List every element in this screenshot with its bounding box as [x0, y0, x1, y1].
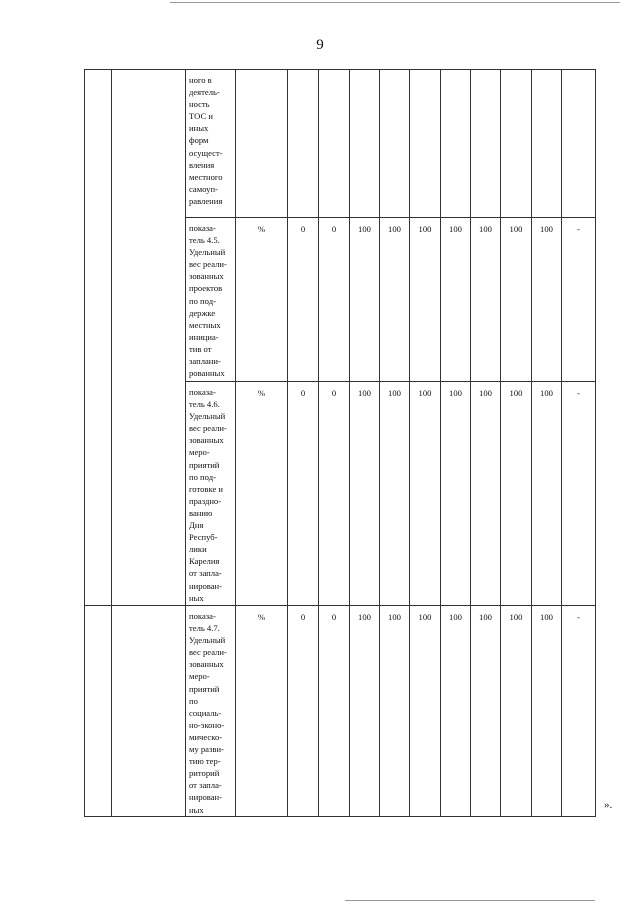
- cell-value: 100: [532, 382, 562, 606]
- description-line: социаль-: [189, 707, 222, 718]
- cell-value: -: [562, 606, 596, 817]
- description-line: нирован-: [189, 580, 223, 591]
- cell-value: 100: [380, 218, 410, 382]
- description-line: тель 4.7.: [189, 623, 220, 634]
- description-line: Удельный: [189, 247, 226, 258]
- cell-value: [380, 70, 410, 218]
- description-line: зованных: [189, 435, 224, 446]
- description-line: тель 4.5.: [189, 235, 220, 246]
- cell-value: 100: [441, 382, 471, 606]
- description-line: вес реали-: [189, 423, 227, 434]
- cell-value: 100: [532, 606, 562, 817]
- cell-value: [441, 70, 471, 218]
- indicators-table: [84, 69, 596, 817]
- description-line: заплани-: [189, 356, 221, 367]
- description-line: по под-: [189, 295, 216, 306]
- description-line: приятий: [189, 459, 220, 470]
- cell-value: 100: [501, 218, 532, 382]
- description-line: Удельный: [189, 411, 226, 422]
- cell-value: 0: [288, 382, 319, 606]
- cell-value: [532, 70, 562, 218]
- description-line: по: [189, 695, 198, 706]
- cell-value: 0: [319, 606, 350, 817]
- cell-value: [350, 70, 380, 218]
- cell-value: 100: [441, 606, 471, 817]
- description-line: ТОС и: [189, 111, 213, 122]
- description-line: форм: [189, 135, 209, 146]
- description-line: но-эконо-: [189, 719, 225, 730]
- description-line: Дня: [189, 520, 204, 531]
- description-line: Респуб-: [189, 532, 218, 543]
- cell-value: 100: [410, 382, 441, 606]
- description-line: держке: [189, 307, 216, 318]
- description-line: тель 4.6.: [189, 399, 220, 410]
- cell-value: [319, 70, 350, 218]
- cell-task: [112, 70, 186, 606]
- description-line: самоуп-: [189, 183, 218, 194]
- cell-description: [186, 218, 236, 382]
- description-line: ного в: [189, 75, 212, 85]
- description-line: показа-: [189, 387, 216, 397]
- cell-number: [85, 70, 112, 606]
- cell-value: 0: [319, 382, 350, 606]
- description-line: равления: [189, 195, 223, 206]
- description-line: тию тер-: [189, 756, 221, 767]
- description-line: праздно-: [189, 495, 222, 506]
- cell-value: 100: [471, 218, 501, 382]
- scan-top-edge-line: [170, 2, 620, 3]
- cell-value: 0: [319, 218, 350, 382]
- cell-number: [85, 606, 112, 817]
- cell-value: 100: [350, 218, 380, 382]
- cell-value: [501, 70, 532, 218]
- description-line: меро-: [189, 447, 210, 458]
- description-line: местных: [189, 319, 221, 330]
- cell-value: 0: [288, 606, 319, 817]
- description-line: местного: [189, 171, 223, 182]
- cell-value: 0: [288, 218, 319, 382]
- description-line: по под-: [189, 471, 216, 482]
- cell-unit: %: [236, 382, 288, 606]
- cell-description: [186, 70, 236, 218]
- description-line: от запла-: [189, 568, 222, 579]
- description-line: ных: [189, 804, 204, 815]
- description-line: показа-: [189, 611, 216, 621]
- cell-value: [471, 70, 501, 218]
- description-line: вес реали-: [189, 259, 227, 270]
- description-line: ванию: [189, 507, 213, 518]
- description-line: Карелия: [189, 556, 220, 567]
- table-row-continuation: [85, 70, 596, 218]
- description-line: зованных: [189, 271, 224, 282]
- closing-quote-mark: ».: [604, 799, 613, 811]
- cell-value: 100: [350, 606, 380, 817]
- cell-unit: %: [236, 218, 288, 382]
- cell-value: 100: [410, 218, 441, 382]
- cell-value: -: [562, 382, 596, 606]
- cell-value: 100: [380, 382, 410, 606]
- description-text: [189, 74, 233, 207]
- description-line: осущест-: [189, 147, 223, 158]
- description-line: от запла-: [189, 780, 222, 791]
- description-line: Удельный: [189, 635, 226, 646]
- cell-value: 100: [410, 606, 441, 817]
- cell-value: -: [562, 218, 596, 382]
- cell-value: 100: [380, 606, 410, 817]
- cell-value: 100: [532, 218, 562, 382]
- cell-description: [186, 382, 236, 606]
- table-row-indicator-4-7: [85, 606, 596, 817]
- cell-value: 100: [350, 382, 380, 606]
- page-number: 9: [316, 37, 324, 53]
- description-line: нирован-: [189, 792, 223, 803]
- scan-bottom-edge-line: [345, 900, 595, 901]
- cell-value: 100: [441, 218, 471, 382]
- cell-value: 100: [501, 606, 532, 817]
- description-line: меро-: [189, 671, 210, 682]
- cell-description: [186, 606, 236, 817]
- cell-value: 100: [471, 606, 501, 817]
- description-line: мическо-: [189, 731, 223, 742]
- description-line: тив от: [189, 343, 212, 354]
- description-line: иных: [189, 123, 209, 134]
- description-line: вления: [189, 159, 215, 170]
- description-line: риторий: [189, 768, 220, 779]
- description-line: деятель-: [189, 87, 220, 98]
- description-line: проектов: [189, 283, 223, 294]
- cell-value: 100: [471, 382, 501, 606]
- cell-value: [410, 70, 441, 218]
- description-line: готовке и: [189, 483, 224, 494]
- cell-unit: [236, 70, 288, 218]
- cell-value: [562, 70, 596, 218]
- description-line: ных: [189, 592, 204, 603]
- description-line: лики: [189, 544, 207, 555]
- cell-value: [288, 70, 319, 218]
- description-line: инициа-: [189, 331, 219, 342]
- cell-value: 100: [501, 382, 532, 606]
- description-line: ность: [189, 99, 210, 110]
- description-line: показа-: [189, 223, 216, 233]
- cell-task: [112, 606, 186, 817]
- description-line: приятий: [189, 683, 220, 694]
- description-line: зованных: [189, 659, 224, 670]
- cell-unit: %: [236, 606, 288, 817]
- description-line: вес реали-: [189, 647, 227, 658]
- description-line: му разви-: [189, 744, 224, 755]
- description-line: рованных: [189, 368, 225, 379]
